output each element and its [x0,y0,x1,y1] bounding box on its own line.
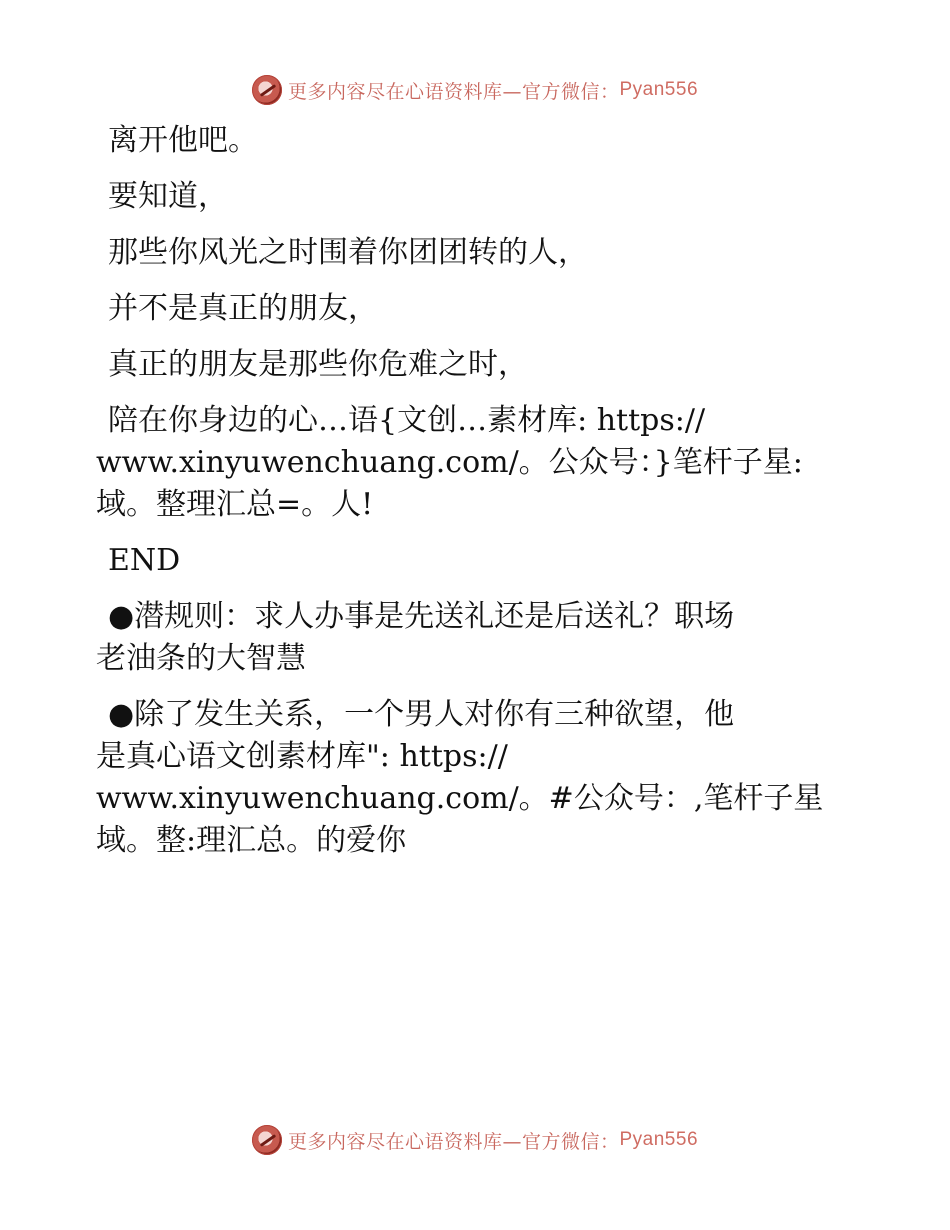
header-banner [0,70,950,110]
document-body [96,120,856,876]
paragraph-line: www.xinyuwenchuang.com/。公众号：}笔杆子星: [96,445,803,480]
paragraph: 真正的朋友是那些你危难之时， [108,347,528,382]
footer-banner [0,1120,950,1160]
article-link-line: www.xinyuwenchuang.com/。#公众号：,笔杆子星 [96,781,824,816]
article-link-line: ●除了发生关系，一个男人对你有三种欲望，他 [108,697,735,732]
paragraph: 要知道， [108,179,228,214]
article-link-line: 老油条的大智慧 [96,641,306,676]
paragraph-line: 陪在你身边的心…语{文创…素材库: https:// [108,403,706,438]
article-link-line: ●潜规则：求人办事是先送礼还是后送礼？职场 [108,599,735,634]
footer-text: 更多内容尽在心语资料库—官方微信： [287,1130,620,1153]
paragraph-line: 域。整理汇总=。人! [96,487,374,522]
logo-icon [252,1125,282,1155]
article-link-line: 域。整:理汇总。的爱你 [96,823,407,858]
header-text: 更多内容尽在心语资料库—官方微信： [287,80,620,103]
footer-wechat-id: Pyan556 [619,1129,699,1150]
article-link-line: 是真心语文创素材库": https:// [96,739,508,774]
paragraph: 并不是真正的朋友， [108,291,378,326]
article-link[interactable] [96,596,856,680]
end-marker: END [108,543,181,578]
paragraph [96,400,856,526]
logo-icon [252,75,282,105]
header-wechat-id: Pyan556 [619,79,699,100]
paragraph: 那些你风光之时围着你团团转的人， [108,235,588,270]
paragraph: 离开他吧。 [108,123,258,158]
article-link[interactable] [96,694,856,862]
